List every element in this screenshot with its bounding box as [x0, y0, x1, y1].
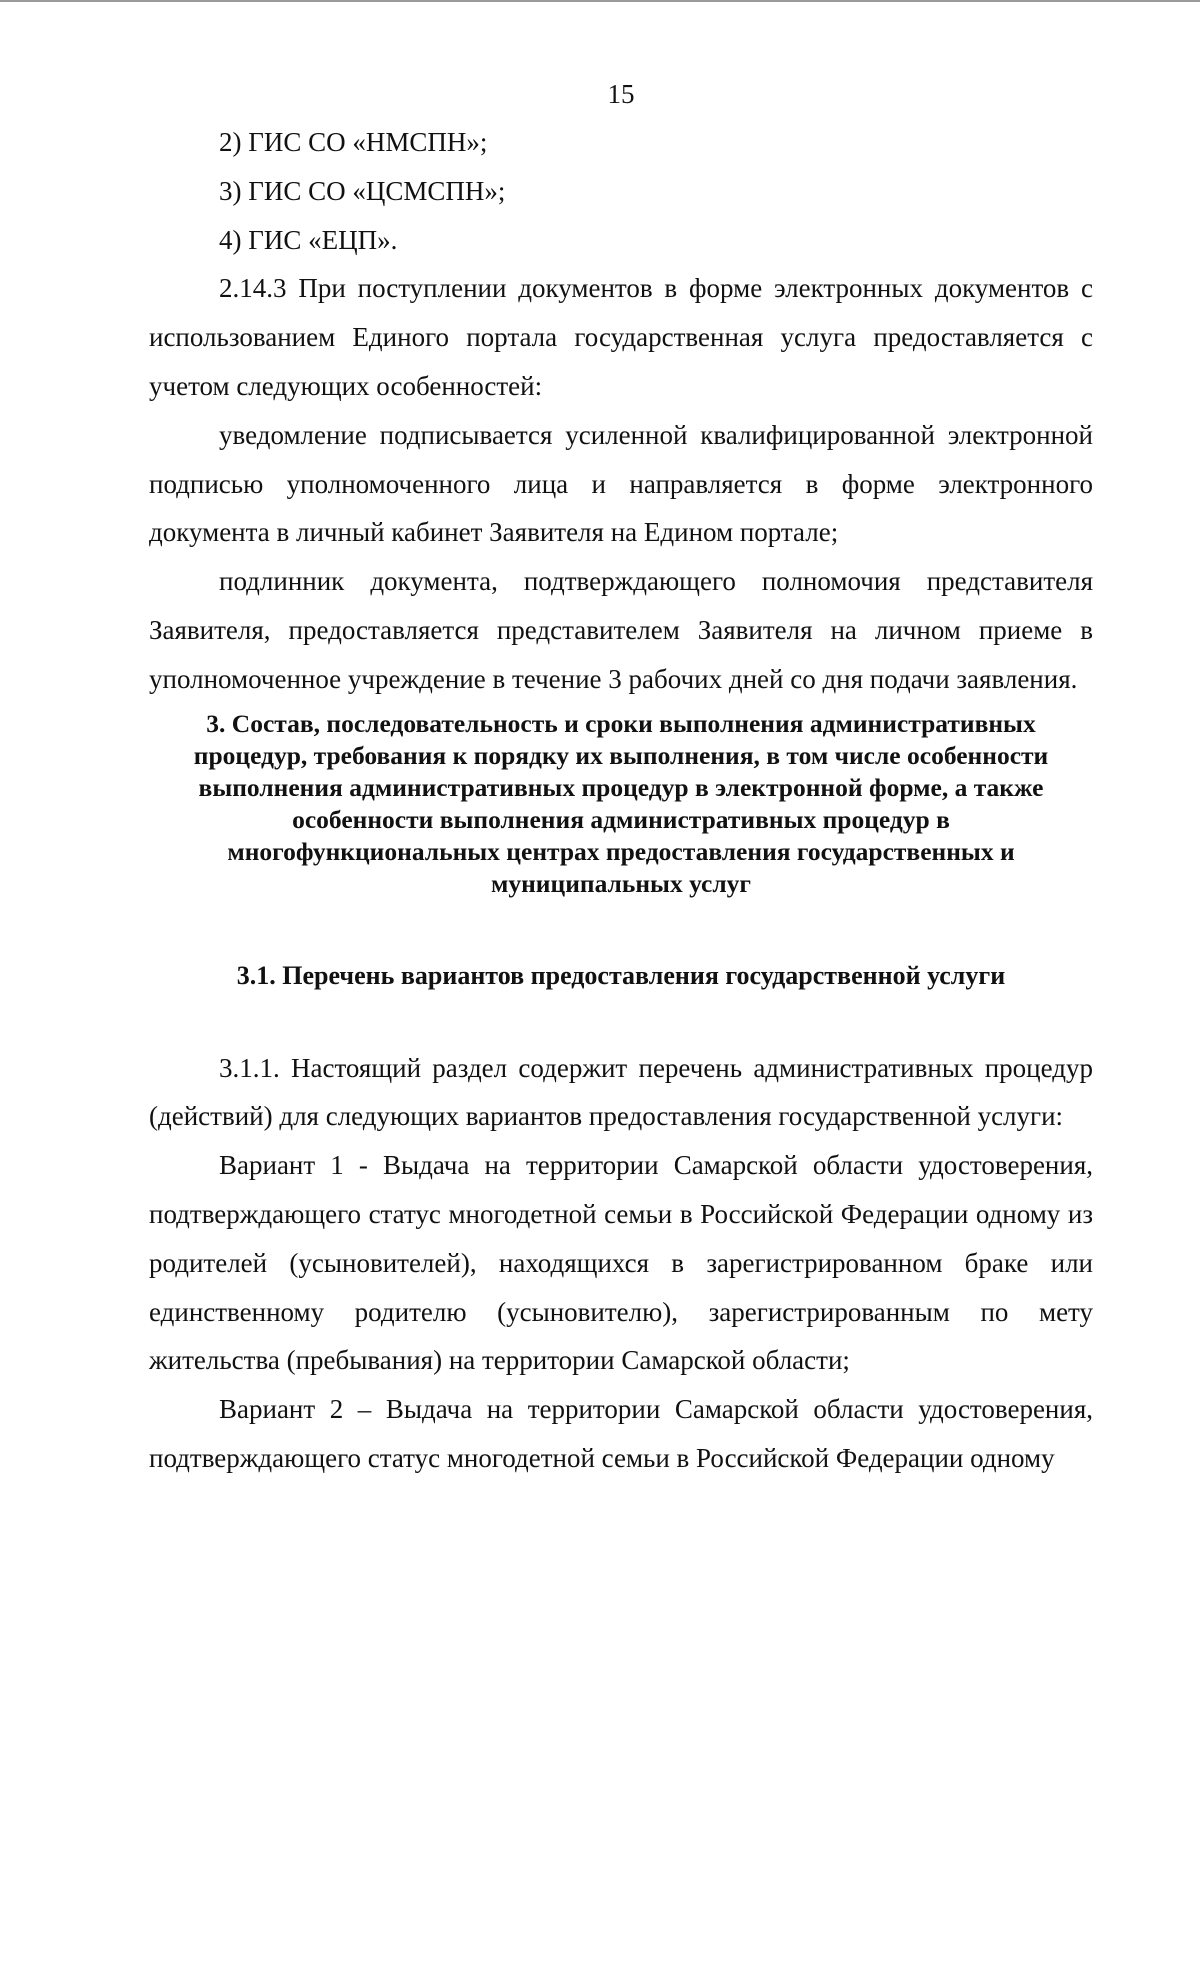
section-heading-line: выполнения административных процедур в электронной форме, а также	[198, 772, 1044, 802]
section-heading-line: 3. Состав, последовательность и сроки выполнения административных	[206, 708, 1036, 738]
list-item: 4) ГИС «ЕЦП».	[219, 224, 398, 255]
paragraph: уведомление подписывается усиленной квалифицированной электронной подписью уполномоченного лица и направляется в форме электронного документа в личный кабинет Заявителя на Едином портале;	[149, 419, 1093, 548]
information-systems-list	[149, 118, 1093, 264]
service-variants-section	[149, 1044, 1093, 1483]
document-page	[149, 70, 1093, 1483]
section-heading-line: многофункциональных центрах предоставления государственных и	[227, 836, 1015, 866]
scan-top-edge	[0, 0, 1200, 2]
paragraph: 2.14.3 При поступлении документов в форме электронных документов с использованием Единого портала государственная услуга предоставляется с учетом следующих особенностей:	[149, 273, 1093, 401]
section-heading-line: муниципальных услуг	[491, 868, 751, 898]
list-item: 2) ГИС СО «НМСПН»;	[219, 127, 488, 157]
paragraph: Вариант 1 - Выдача на территории Самарской области удостоверения, подтверждающего статус многодетной семьи в Российской Федерации одному из родителей (усыновителей), находящихся в зарегистрированном браке или единственному родителю (усыновителю), зарегистрированным по мету жительства (пребывания) на территории Самарской области;	[149, 1150, 1093, 1376]
page-number: 15	[607, 79, 635, 109]
list-item: 3) ГИС СО «ЦСМСПН»;	[219, 175, 506, 206]
paragraph: 3.1.1. Настоящий раздел содержит перечень административных процедур (действий) для следующих вариантов предоставления государственной услуги:	[149, 1052, 1093, 1132]
electronic-submission-section	[149, 264, 1093, 703]
section-heading	[149, 708, 1093, 900]
paragraph: подлинник документа, подтверждающего полномочия представителя Заявителя, предоставляется представителем Заявителя на личном приеме в уполномоченное учреждение в течение 3 рабочих дней со дня подачи заявления.	[149, 566, 1093, 694]
section-heading-line: особенности выполнения административных процедур в	[292, 804, 950, 834]
subsection-heading: 3.1. Перечень вариантов предоставления государственной услуги	[236, 960, 1006, 990]
section-heading-line: процедур, требования к порядку их выполнения, в том числе особенности	[193, 740, 1049, 770]
paragraph: Вариант 2 – Выдача на территории Самарской области удостоверения, подтверждающего статус многодетной семьи в Российской Федерации одному	[149, 1394, 1093, 1473]
